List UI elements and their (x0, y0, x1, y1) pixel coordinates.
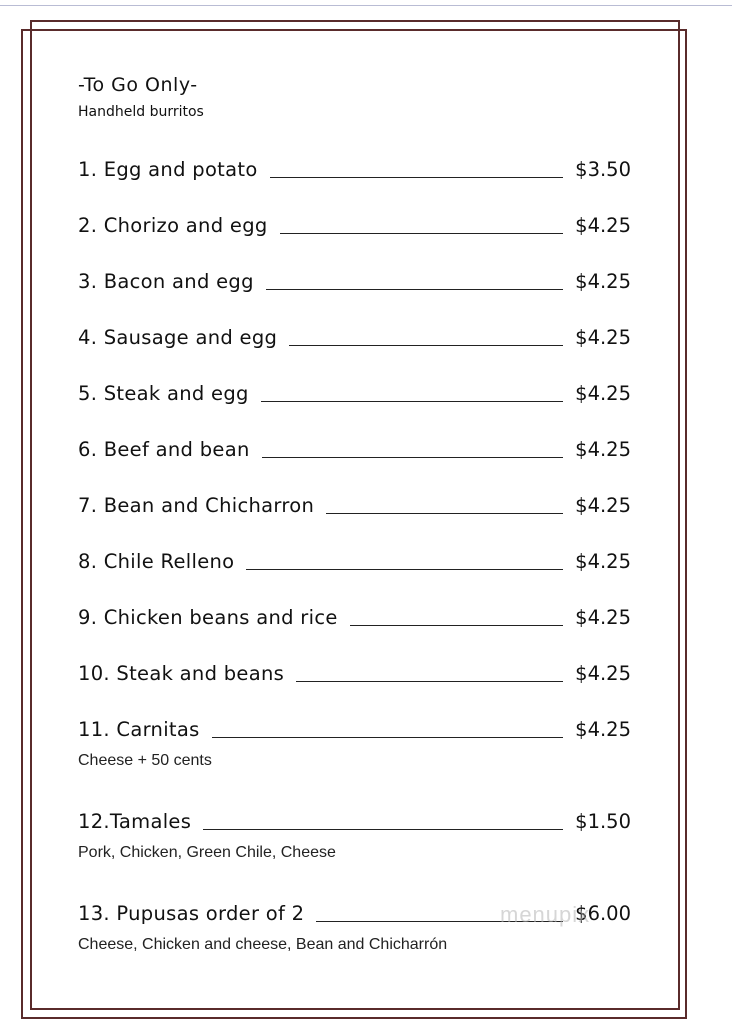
dotted-leader (203, 828, 563, 830)
menu-item-price: $4.25 (575, 438, 631, 461)
menu-item (78, 802, 631, 834)
dotted-leader (246, 568, 563, 570)
dotted-leader (289, 344, 563, 346)
menu-item-price: $4.25 (575, 606, 631, 629)
menu-item-name: 11. Carnitas (78, 718, 200, 741)
menu-item-name: 12.Tamales (78, 810, 192, 833)
dotted-leader (280, 232, 564, 234)
menu-subheading: Handheld burritos (78, 104, 204, 120)
menu-item-name: 1. Egg and potato (78, 158, 258, 181)
dotted-leader (270, 176, 564, 178)
menu-item (78, 598, 631, 630)
menu-item-price: $4.25 (575, 662, 631, 685)
dotted-leader (350, 624, 564, 626)
menu-item-note: Cheese, Chicken and cheese, Bean and Chicharrón (78, 936, 448, 953)
menu-item-price: $4.25 (575, 718, 631, 741)
menu-item-name: 10. Steak and beans (78, 662, 285, 685)
menu-item (78, 654, 631, 686)
menu-item-price: $4.25 (575, 214, 631, 237)
menu-item-name: 7. Bean and Chicharron (78, 494, 315, 517)
menu-item-name: 13. Pupusas order of 2 (78, 902, 305, 925)
menu-item (78, 262, 631, 294)
menu-item-price: $4.25 (575, 270, 631, 293)
menu-item (78, 430, 631, 462)
menu-item (78, 206, 631, 238)
menu-item-price: $6.00 (575, 902, 631, 925)
menu-item-note: Pork, Chicken, Green Chile, Cheese (78, 844, 336, 861)
dotted-leader (296, 680, 563, 682)
menu-item-name: 3. Bacon and egg (78, 270, 254, 293)
menu-item (78, 486, 631, 518)
dotted-leader (262, 456, 564, 458)
menu-item (78, 542, 631, 574)
menu-item-price: $1.50 (575, 810, 631, 833)
dotted-leader (266, 288, 563, 290)
menu-item-price: $4.25 (575, 494, 631, 517)
menu-item (78, 374, 631, 406)
menu-item-name: 5. Steak and egg (78, 382, 249, 405)
menu-item-price: $4.25 (575, 550, 631, 573)
menu-item-name: 2. Chorizo and egg (78, 214, 268, 237)
menu-heading: -To Go Only- (78, 74, 198, 96)
menu-item-name: 6. Beef and bean (78, 438, 250, 461)
menu-item (78, 150, 631, 182)
menu-item (78, 710, 631, 742)
top-rule (0, 0, 732, 6)
dotted-leader (212, 736, 564, 738)
menu-item-name: 8. Chile Relleno (78, 550, 235, 573)
watermark-logo: menupix (500, 902, 591, 927)
dotted-leader (261, 400, 563, 402)
menu-item-note: Cheese + 50 cents (78, 752, 212, 769)
menu-item-name: 4. Sausage and egg (78, 326, 278, 349)
menu-item-price: $4.25 (575, 382, 631, 405)
menu-item-price: $4.25 (575, 326, 631, 349)
menu-item-name: 9. Chicken beans and rice (78, 606, 338, 629)
menu-item-price: $3.50 (575, 158, 631, 181)
dotted-leader (326, 512, 563, 514)
menu-item (78, 318, 631, 350)
